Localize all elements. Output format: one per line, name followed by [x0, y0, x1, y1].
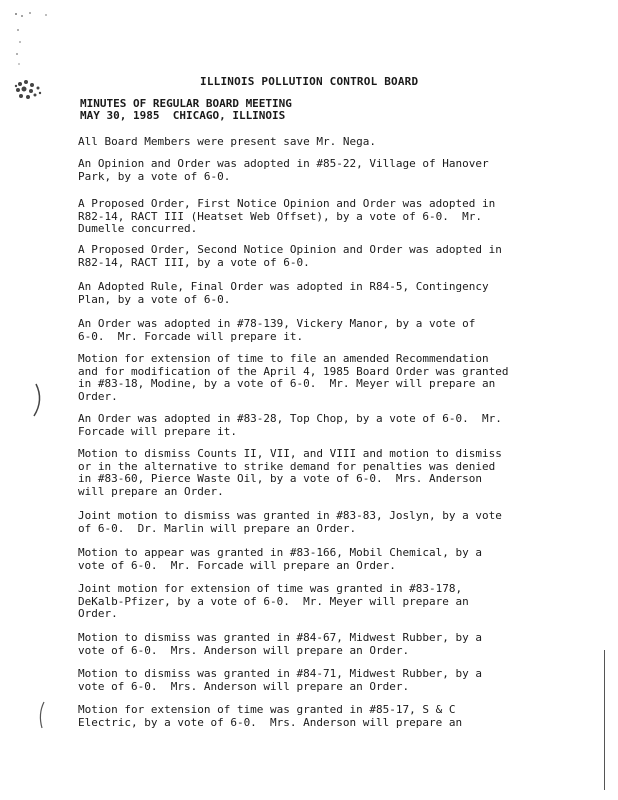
minutes-paragraph: Motion to dismiss was granted in #84-67, Midwest Rubber, by a vote of 6-0. Mrs. Anderson will prepare an Order.: [78, 631, 482, 657]
minutes-paragraph: Motion to appear was granted in #83-166, Mobil Chemical, by a vote of 6-0. Mr. Forcade will prepare an Order.: [78, 546, 482, 572]
minutes-paragraph: A Proposed Order, First Notice Opinion and Order was adopted in R82-14, RACT III (Heatset Web Offset), by a vote of 6-0. Mr. Dumelle concurred.: [78, 197, 496, 235]
meeting-heading-line-2: MAY 30, 1985 CHICAGO, ILLINOIS: [80, 109, 286, 122]
minutes-paragraph: Motion for extension of time was granted in #85-17, S & C Electric, by a vote of 6-0. Mrs. Anderson will prepare an: [78, 703, 463, 729]
margin-bracket-mark-lower: [34, 700, 48, 732]
minutes-paragraph: Motion to dismiss was granted in #84-71, Midwest Rubber, by a vote of 6-0. Mrs. Anderson will prepare an Order.: [78, 667, 482, 693]
meeting-heading-line-1: MINUTES OF REGULAR BOARD MEETING: [80, 97, 292, 110]
minutes-paragraph: Motion to dismiss Counts II, VII, and VIII and motion to dismiss or in the alternative to strike demand for penalties was denied in #83-60, Pierce Waste Oil, by a vote of 6-0. Mrs. Anderson will prepare an Order.: [78, 447, 502, 498]
minutes-paragraph: Joint motion for extension of time was granted in #83-178, DeKalb-Pfizer, by a vote of 6-0. Mr. Meyer will prepare an Order.: [78, 582, 469, 620]
minutes-paragraph: An Opinion and Order was adopted in #85-22, Village of Hanover Park, by a vote of 6-0.: [78, 157, 489, 183]
scan-blotch: [12, 78, 48, 106]
right-edge-line: [604, 650, 605, 790]
meeting-heading: [80, 98, 292, 122]
minutes-paragraph: An Adopted Rule, Final Order was adopted in R84-5, Contingency Plan, by a vote of 6-0.: [78, 280, 489, 306]
margin-bracket-mark: [28, 380, 48, 420]
minutes-paragraph: A Proposed Order, Second Notice Opinion and Order was adopted in R82-14, RACT III, by a vote of 6-0.: [78, 243, 502, 269]
minutes-paragraph: Motion for extension of time to file an amended Recommendation and for modification of the April 4, 1985 Board Order was granted in #83-18, Modine, by a vote of 6-0. Mr. Meyer will prepare an Order.: [78, 352, 509, 403]
minutes-paragraph: An Order was adopted in #78-139, Vickery Manor, by a vote of 6-0. Mr. Forcade will prepare it.: [78, 317, 476, 343]
minutes-paragraph: Joint motion to dismiss was granted in #83-83, Joslyn, by a vote of 6-0. Dr. Marlin will prepare an Order.: [78, 509, 502, 535]
minutes-paragraph: An Order was adopted in #83-28, Top Chop, by a vote of 6-0. Mr. Forcade will prepare it.: [78, 412, 502, 438]
page-title: ILLINOIS POLLUTION CONTROL BOARD: [200, 75, 419, 88]
minutes-paragraph: All Board Members were present save Mr. Nega.: [78, 135, 377, 148]
scan-speck-top-left: [8, 4, 68, 84]
